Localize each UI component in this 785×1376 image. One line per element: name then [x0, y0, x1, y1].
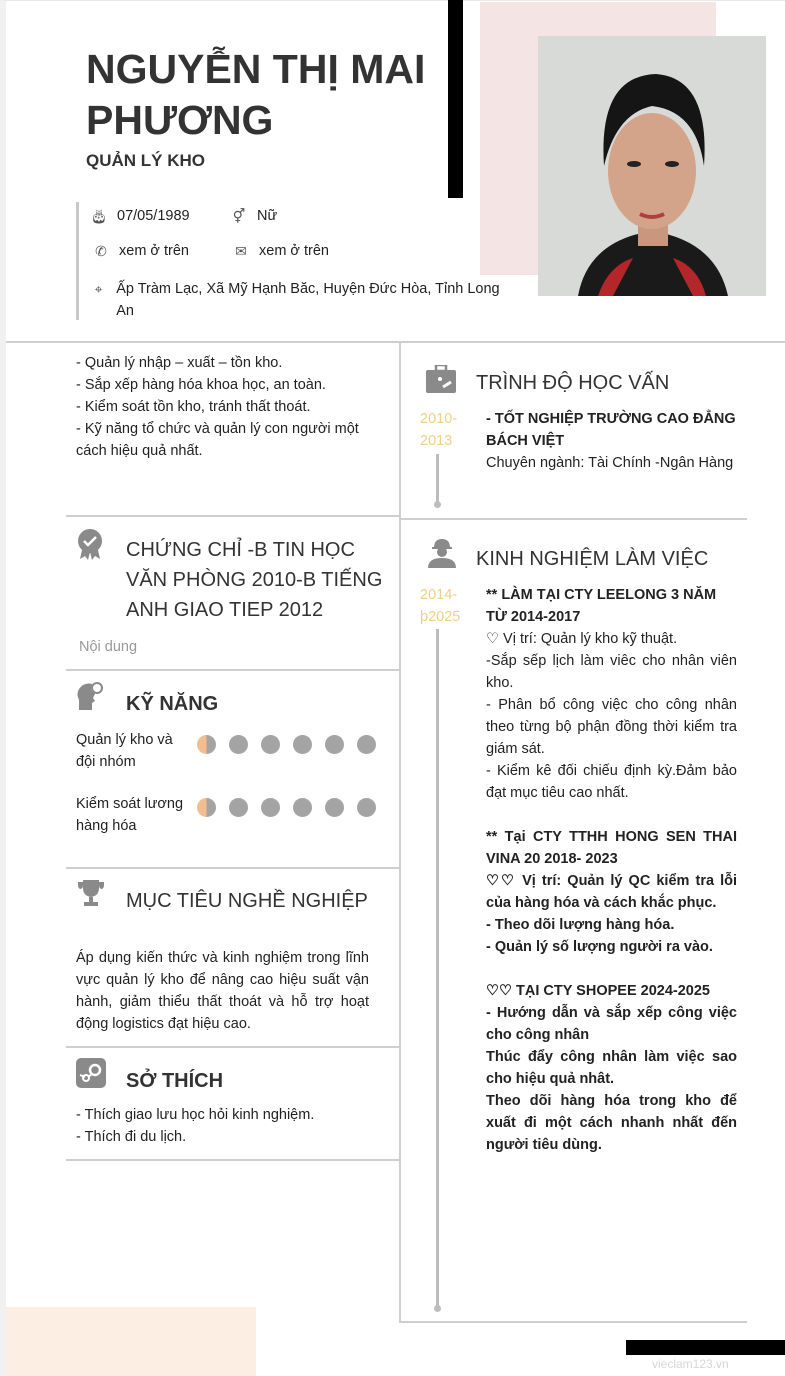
job-line: Thúc đẩy công nhân làm việc sao cho hiệu quả nhât.: [486, 1049, 737, 1087]
rating-dot: [325, 798, 344, 817]
certificate-badge-icon: [76, 528, 104, 556]
job-heading: ♡♡ TẠI CTY SHOPEE 2024-2025: [486, 983, 710, 999]
intro-line: - Quản lý nhập – xuất – tồn kho.: [76, 355, 283, 371]
job-heading: ** Tại CTY TTHH HONG SEN THAI VINA 20 2018- 2023: [486, 829, 737, 867]
birthday-cake-icon: 🎂︎: [90, 207, 108, 224]
contact-info: [76, 202, 500, 320]
experience-date: 2014- þ2025: [420, 587, 461, 625]
peach-decoration: [6, 1307, 256, 1376]
job-line: ♡ Vị trí: Quản lý kho kỹ thuật.: [486, 631, 678, 647]
job-line: - Phân bổ công việc cho công nhân theo từng bộ phận đồng thời kiểm tra giám sát.: [486, 697, 737, 757]
divider: [66, 669, 400, 671]
intro-summary: [76, 352, 376, 462]
rating-dot: [261, 798, 280, 817]
rating-dot: [325, 735, 344, 754]
intro-line: - Kiểm soát tồn kho, tránh thất thoát.: [76, 399, 311, 415]
experience-details: [486, 584, 737, 1156]
hobby-gamepad-icon: [76, 1058, 104, 1086]
rating-dot: [229, 798, 248, 817]
job-line: - Quản lý số lượng người ra vào.: [486, 939, 713, 955]
skill-rating: [197, 798, 376, 817]
experience-title: KINH NGHIỆM LÀM VIỆC: [476, 548, 709, 570]
job-line: - Theo dõi lượng hàng hóa.: [486, 917, 675, 933]
hobbies-list: [76, 1104, 314, 1148]
goal-title: MỤC TIÊU NGHỀ NGHIỆP: [126, 890, 368, 912]
email: xem ở trên: [259, 243, 329, 259]
rating-dot: [293, 798, 312, 817]
timeline-dot: [434, 1305, 441, 1312]
skills-title: KỸ NĂNG: [126, 693, 219, 715]
divider: [66, 1046, 400, 1048]
intro-line: - Kỹ năng tổ chức và quản lý con người một cách hiệu quả nhất.: [76, 421, 359, 459]
divider: [66, 867, 400, 869]
gender: Nữ: [257, 208, 278, 224]
gender-icon: ⚥: [232, 207, 246, 224]
job-line: -Sắp sếp lịch làm viêc cho nhân viên kho.: [486, 653, 737, 691]
divider: [6, 341, 785, 343]
hobby-item: - Thích đi du lịch.: [76, 1129, 187, 1145]
divider: [66, 515, 400, 517]
rating-dot: [197, 798, 216, 817]
map-pin-icon: ⌖: [94, 281, 103, 297]
head-lightbulb-icon: [76, 680, 104, 708]
rating-dot: [229, 735, 248, 754]
education-major: Chuyên ngành: Tài Chính -Ngân Hàng: [486, 455, 734, 471]
job-heading: ** LÀM TẠI CTY LEELONG 3 NĂM TỪ 2014-2017: [486, 587, 717, 625]
education-date: 2010- 2013: [420, 411, 458, 449]
timeline-line: [436, 629, 439, 1307]
black-decoration-bar: [626, 1340, 785, 1355]
certificate-content: Nội dung: [79, 639, 138, 655]
goal-text: Áp dụng kiến thức và kinh nghiệm trong lĩnh vực quản lý kho để nâng cao hiệu suất vận hành, giảm thiểu thất thoát và hỗ trợ hoạt động logistics đạt hiệu cao.: [76, 950, 369, 1032]
rating-dot: [197, 735, 216, 754]
hobby-item: - Thích giao lưu học hỏi kinh nghiệm.: [76, 1107, 315, 1123]
trophy-icon: [76, 878, 104, 906]
birthday: 07/05/1989: [117, 208, 190, 224]
skill-name: Kiểm soát lương hàng hóa: [76, 796, 184, 834]
skill-name: Quản lý kho và đội nhóm: [76, 732, 173, 770]
profile-photo: [538, 36, 766, 296]
phone-icon: ✆: [95, 242, 107, 259]
divider: [399, 342, 401, 1323]
certificate-title: CHỨNG CHỈ -B TIN HỌC VĂN PHÒNG 2010-B TIẾNG ANH GIAO TIEP 2012: [126, 539, 383, 621]
divider: [400, 1321, 747, 1323]
intro-line: - Sắp xếp hàng hóa khoa học, an toàn.: [76, 377, 326, 393]
email-icon: ✉: [235, 242, 247, 259]
candidate-name: NGUYỄN THỊ MAI PHƯƠNG: [86, 46, 426, 143]
job-line: - Kiểm kê đối chiếu định kỳ.Đảm bảo đạt mục tiêu cao nhất.: [486, 763, 737, 801]
divider: [400, 518, 747, 520]
timeline-line: [436, 454, 439, 504]
timeline-dot: [434, 501, 441, 508]
hobbies-title: SỞ THÍCH: [126, 1070, 224, 1092]
rating-dot: [357, 798, 376, 817]
rating-dot: [261, 735, 280, 754]
address: Ấp Tràm Lạc, Xã Mỹ Hạnh Băc, Huyện Đức Hòa, Tỉnh Long An: [116, 281, 500, 319]
black-accent-bar: [448, 0, 463, 198]
watermark: vieclam123.vn: [652, 1357, 729, 1371]
job-title: QUẢN LÝ KHO: [86, 151, 205, 170]
worker-icon: [426, 538, 454, 566]
phone: xem ở trên: [119, 243, 189, 259]
divider: [66, 1159, 400, 1161]
job-line: - Hướng dẫn và sắp xếp công việc cho công nhân: [486, 1005, 737, 1043]
education-title: TRÌNH ĐỘ HỌC VẤN: [476, 372, 670, 394]
job-line: Theo dõi hàng hóa trong kho để xuất đi một cách nhanh nhất đến người tiêu dùng.: [486, 1093, 737, 1153]
education-school: - TỐT NGHIỆP TRƯỜNG CAO ĐẲNG BÁCH VIỆT: [486, 411, 736, 449]
briefcase-icon: [426, 365, 454, 393]
rating-dot: [293, 735, 312, 754]
rating-dot: [357, 735, 376, 754]
skill-rating: [197, 735, 376, 754]
job-line: ♡♡ Vị trí: Quản lý QC kiểm tra lỗi của hàng hóa và cách khắc phục.: [486, 873, 737, 911]
